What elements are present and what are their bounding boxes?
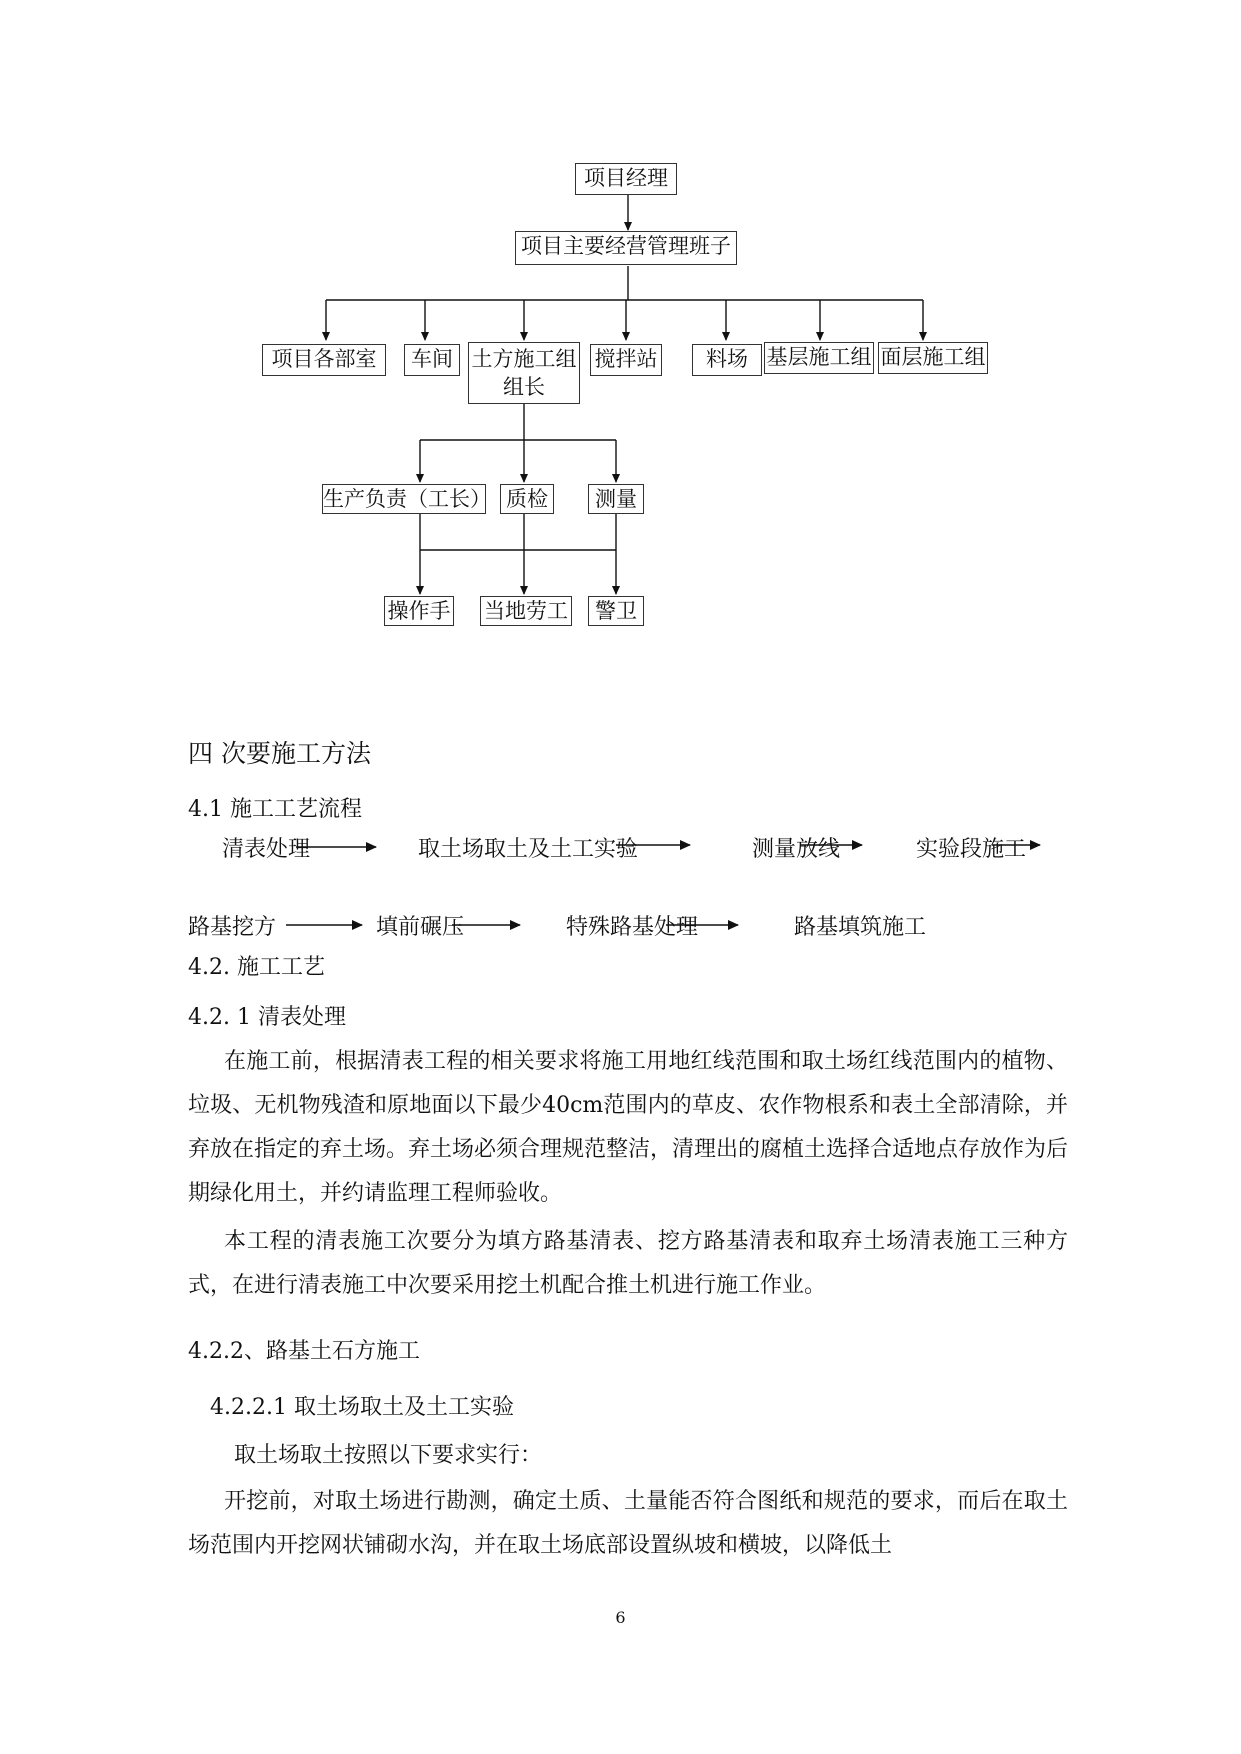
flow-step-borrow-pit: 取土场取土及土工实验 [418,837,639,862]
box-workshop: 车间 [404,344,460,376]
section-title: 四 次要施工方法 [188,739,371,768]
earthwork-leader-line2: 组长 [503,375,545,399]
heading-4-2: 4.2. 施工工艺 [188,955,325,980]
heading-4-1: 4.1 施工工艺流程 [188,797,362,822]
box-survey: 测量 [588,484,644,514]
box-security-guard: 警卫 [588,596,644,626]
flow-step-trial-section: 实验段施工 [916,837,1027,862]
heading-4-2-2-1: 4.2.2.1 取土场取土及土工实验 [210,1395,514,1420]
box-material-yard: 料场 [692,344,762,376]
flow-step-survey: 测量放线 [752,837,841,862]
paragraph-borrow-survey: 开挖前，对取土场进行勘测，确定土质、土量能否符合图纸和规范的要求，而后在取土场范围内开挖网状铺砌水沟，并在取土场底部设置纵坡和横坡，以降低土 [188,1489,1068,1558]
box-surface-course-team: 面层施工组 [878,342,988,374]
box-earthwork-leader [468,342,580,404]
flow-step-excavation: 路基挖方 [188,915,277,940]
earthwork-leader-line1: 土方施工组 [471,347,577,371]
paragraph-clearing-methods: 本工程的清表施工次要分为填方路基清表、挖方路基清表和取弃土场清表施工三种方式，在进行清表施工中次要采用挖土机配合推土机进行施工作业。 [188,1229,1068,1298]
box-leadership-team: 项目主要经营管理班子 [515,231,737,265]
flow-step-clearing: 清表处理 [222,837,311,862]
heading-4-2-1: 4.2. 1 清表处理 [188,1005,346,1030]
heading-4-2-2: 4.2.2、路基土石方施工 [188,1339,420,1364]
paragraph-clearing-requirements: 在施工前，根据清表工程的相关要求将施工用地红线范围和取土场红线范围内的植物、垃圾、无机物残渣和原地面以下最少40cm范围内的草皮、农作物根系和表土全部清除，并弃放在指定的弃土场。弃土场必须合理规范整洁，清理出的腐植土选择合适地点存放作为后期绿化用土，并约请监理工程师验收。 [188,1049,1069,1206]
paragraph-borrow-intro: 取土场取土按照以下要求实行： [234,1443,543,1468]
org-chart [0,0,1241,650]
org-chart-connectors [0,0,1241,650]
flow-step-embankment: 路基填筑施工 [794,915,927,940]
box-project-manager: 项目经理 [575,163,677,195]
flow-step-special-subgrade: 特殊路基处理 [566,915,699,940]
box-base-course-team: 基层施工组 [764,342,874,374]
box-production-foreman: 生产负责（工长） [322,484,486,514]
page-number: 6 [615,1608,626,1627]
box-local-laborers: 当地劳工 [480,596,572,626]
box-operators: 操作手 [384,596,454,626]
box-mixing-station: 搅拌站 [590,344,662,376]
box-departments: 项目各部室 [262,344,386,376]
flow-step-pre-compaction: 填前碾压 [376,915,465,940]
box-quality-inspection: 质检 [500,484,554,514]
